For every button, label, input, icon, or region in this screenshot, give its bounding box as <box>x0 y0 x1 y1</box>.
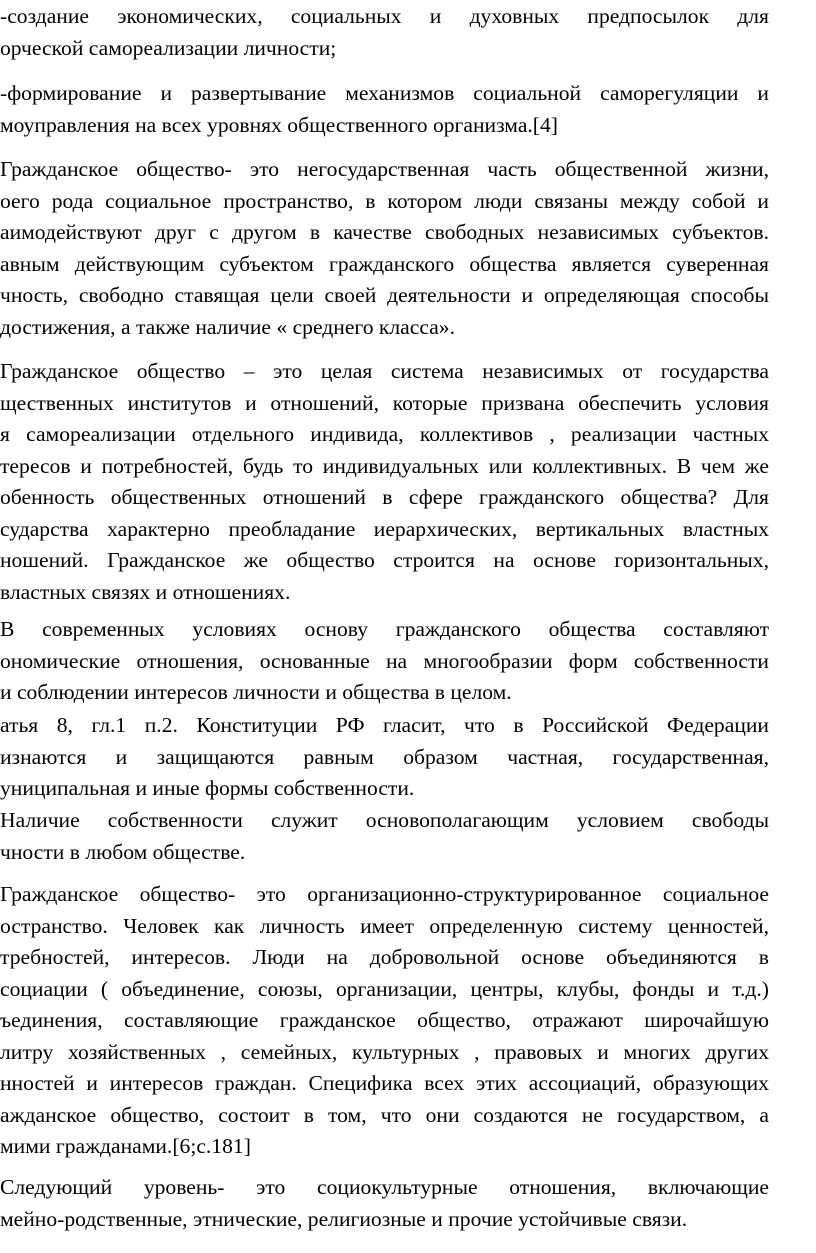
text-line: моуправления на всех уровнях общественного организма.[4] <box>0 112 558 137</box>
text-line: ъединения, составляющие гражданское общество, отражают широчайшую <box>0 1008 769 1032</box>
paragraph-prerequisites <box>0 1 769 64</box>
text-line: обенность общественных отношений в сфере гражданского общества? Для <box>0 485 769 509</box>
text-line: Наличие собственности служит основополагающим условием свободы <box>0 808 769 832</box>
text-line: ономические отношения, основанные на многообразии форм собственности <box>0 648 769 673</box>
text-line: мими гражданами.[6;с.181] <box>0 1134 251 1158</box>
text-line: я самореализации отдельного индивида, коллективов , реализации частных <box>0 422 769 446</box>
text-line: аимодействуют друг с другом в качестве свободных независимых субъектов. <box>0 220 769 244</box>
text-line: сударства характерно преобладание иерархических, вертикальных властных <box>0 516 769 541</box>
paragraph-economic-relations <box>0 614 769 709</box>
text-line: В современных условиях основу гражданского общества составляют <box>0 617 769 641</box>
text-line: литру хозяйственных , семейных, культурных , правовых и многих других <box>0 1039 769 1064</box>
text-line: оего рода социальное пространство, в котором люди связаны между собой и <box>0 188 769 213</box>
text-line: авным действующим субъектом гражданского общества является суверенная <box>0 251 769 276</box>
text-line: требностей, интересов. Люди на добровольной основе объединяются в <box>0 945 769 969</box>
text-line: -формирование и развертывание механизмов социальной саморегуляции и <box>0 81 769 105</box>
paragraph-constitution-article <box>0 710 769 805</box>
text-line: униципальная и иные формы собственности. <box>0 776 415 800</box>
text-line: остранство. Человек как личность имеет определенную систему ценностей, <box>0 913 769 938</box>
text-line: изнаются и защищаются равным образом частная, государственная, <box>0 744 769 769</box>
text-line: нностей и интересов граждан. Специфика всех этих ассоциаций, образующих <box>0 1071 769 1095</box>
text-line: Гражданское общество – это целая система независимых от государства <box>0 359 769 383</box>
paragraph-civil-society-definition <box>0 154 769 343</box>
paragraph-property-freedom <box>0 805 769 868</box>
text-line: чность, свободно ставящая цели своей деятельности и определяющая способы <box>0 283 769 307</box>
paragraph-organized-space <box>0 879 769 1163</box>
text-line: Гражданское общество- это организационно-структурированное социальное <box>0 882 769 906</box>
text-line: щественных институтов и отношений, которые призвана обеспечить условия <box>0 390 769 415</box>
text-line: мейно-родственные, этнические, религиозные и прочие устойчивые связи. <box>0 1206 688 1231</box>
paragraph-institutions-system <box>0 356 769 608</box>
text-line: Гражданское общество- это негосударственная часть общественной жизни, <box>0 157 769 181</box>
text-line: тересов и потребностей, будь то индивидуальных или коллективных. В чем же <box>0 453 769 478</box>
text-line: и соблюдении интересов личности и общества в целом. <box>0 680 512 704</box>
paragraph-sociocultural-level <box>0 1172 769 1235</box>
text-line: атья 8, гл.1 п.2. Конституции РФ гласит, что в Российской Федерации <box>0 713 769 737</box>
text-line: орческой самореализации личности; <box>0 35 337 60</box>
text-line: достижения, а также наличие « среднего класса». <box>0 314 455 339</box>
text-line: -создание экономических, социальных и духовных предпосылок для <box>0 4 769 28</box>
text-line: чности в любом обществе. <box>0 839 246 864</box>
text-line: ажданское общество, состоит в том, что они создаются не государством, а <box>0 1102 769 1127</box>
paragraph-self-regulation <box>0 78 769 141</box>
text-line: социации ( объединение, союзы, организации, центры, клубы, фонды и т.д.) <box>0 976 769 1001</box>
text-line: Следующий уровень- это социокультурные отношения, включающие <box>0 1175 769 1199</box>
text-line: ношений. Гражданское же общество строится на основе горизонтальных, <box>0 548 769 572</box>
text-line: властных связях и отношениях. <box>0 579 291 604</box>
